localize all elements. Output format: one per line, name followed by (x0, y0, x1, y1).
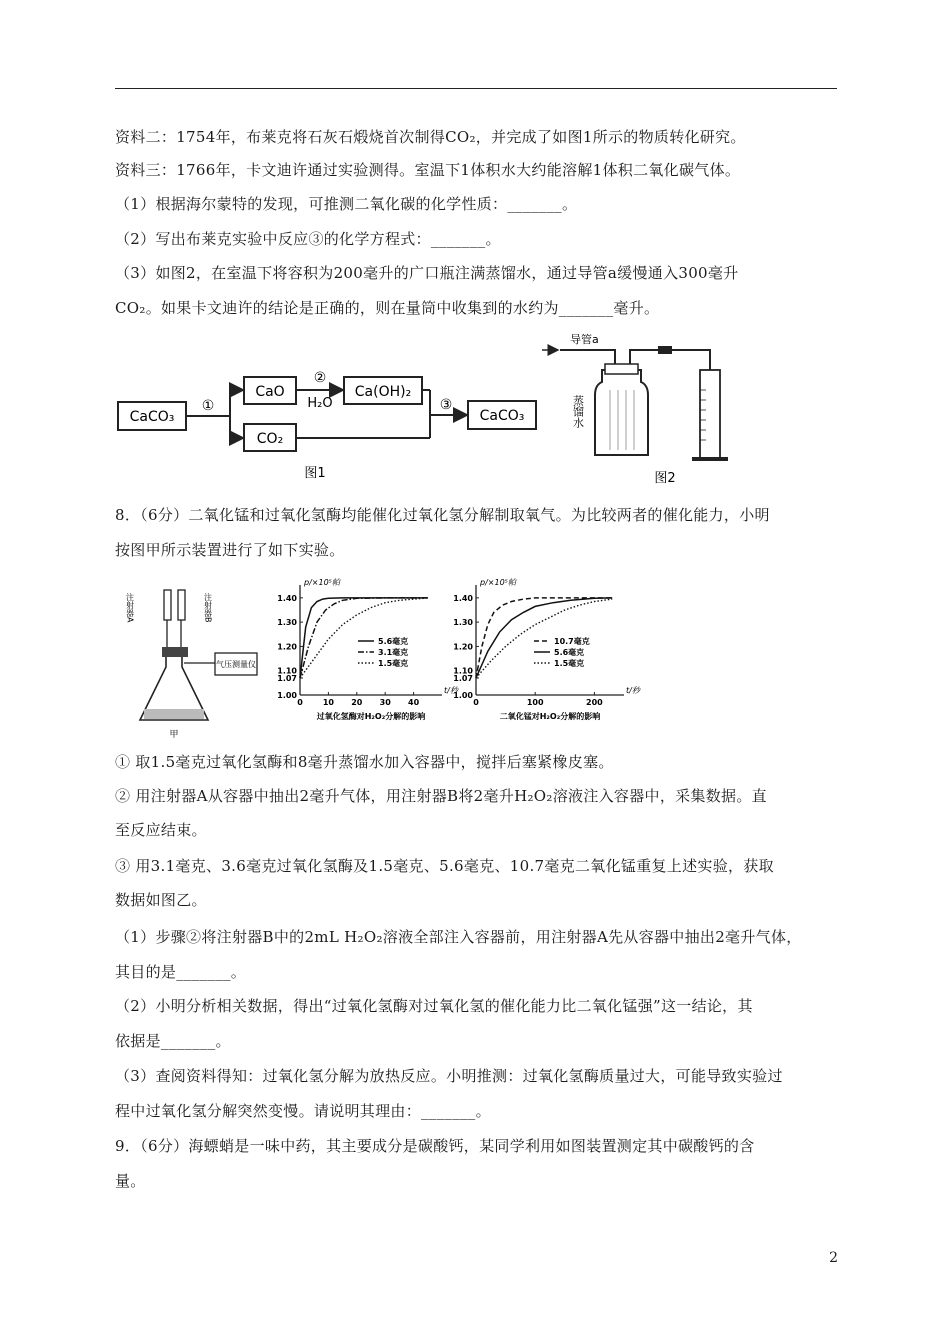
text-line: 资料三：1766年，卡文迪许通过实验测得。室温下1体积水大约能溶解1体积二氧化碳气体。 (115, 161, 741, 179)
step-1: ① 取1.5毫克过氧化氢酶和8毫升蒸馏水加入容器中，搅拌后塞紧橡皮塞。 (115, 753, 614, 771)
apparatus-caption: 甲 (169, 730, 179, 740)
y-tick-label: 1.40 (453, 593, 473, 603)
x-axis-label: t/秒 (626, 686, 640, 695)
pressure-sensor-label: 气压测量仪 (216, 660, 256, 669)
x-tick-label: 0 (473, 698, 479, 707)
text-line: 资料二：1754年，布莱克将石灰石煅烧首次制得CO₂，并完成了如图1所示的物质转化研究。 (115, 128, 746, 146)
legend-label: 1.5毫克 (378, 659, 409, 668)
question-7-3: （3）如图2，在室温下将容积为200毫升的广口瓶注满蒸馏水，通过导管a缓慢通入300毫升 (115, 264, 739, 282)
apparatus-jia (120, 585, 270, 740)
y-tick-label: 1.07 (277, 674, 297, 683)
question-8-1: （1）步骤②将注射器B中的2mL H₂O₂溶液全部注入容器前，用注射器A先从容器中抽出2毫升气体， (115, 928, 802, 946)
text-line: 至反应结束。 (115, 821, 207, 839)
y-tick-label: 1.30 (453, 618, 473, 628)
legend-label: 1.5毫克 (554, 659, 585, 668)
step-3: ③ 用3.1毫克、3.6毫克过氧化氢酶及1.5毫克、5.6毫克、10.7毫克二氧化锰重复上述实验，获取 (115, 857, 774, 875)
text-line: 数据如图乙。 (115, 891, 207, 909)
y-tick-label: 1.30 (277, 618, 297, 628)
legend-label: 5.6毫克 (378, 637, 409, 646)
series-line (300, 598, 428, 678)
step-2-label: ② (313, 370, 327, 386)
x-tick-label: 100 (526, 698, 544, 707)
question-8-3: （3）查阅资料得知：过氧化氢分解为放热反应。小明推测：过氧化氢酶质量过大，可能导致实验过 (115, 1067, 783, 1085)
caoh2-label: Ca(OH)₂ (354, 384, 412, 400)
legend-label: 10.7毫克 (554, 637, 590, 646)
step-3-label: ③ (439, 397, 453, 413)
x-tick-label: 0 (297, 698, 303, 707)
x-tick-label: 10 (322, 698, 334, 707)
y-tick-label: 1.10 (277, 666, 297, 676)
series-line (300, 598, 428, 678)
y-tick-label: 1.40 (277, 593, 297, 603)
figure-1-caption: 图1 (304, 466, 326, 481)
legend-label: 3.1毫克 (378, 648, 409, 657)
x-axis-label: t/秒 (444, 686, 458, 695)
chart-caption: 二氧化锰对H₂O₂分解的影响 (499, 712, 601, 721)
figure-1-diagram (110, 365, 540, 485)
y-tick-label: 1.00 (277, 691, 297, 700)
caco3-right-label: CaCO₃ (479, 408, 525, 424)
question-8-2: （2）小明分析相关数据，得出“过氧化氢酶对过氧化氢的催化能力比二氧化锰强”这一结论，其 (115, 997, 753, 1015)
text-line: CO₂。如果卡文迪许的结论是正确的，则在量筒中收集到的水约为_______毫升。 (115, 299, 660, 317)
text-line: 其目的是_______。 (115, 963, 247, 981)
syringe-a-label: 注射器A (125, 593, 135, 623)
y-axis-label: p/×10⁵帕 (480, 578, 516, 587)
figure-2-apparatus (540, 330, 740, 490)
y-tick-label: 1.10 (453, 666, 473, 676)
step-1-label: ① (201, 398, 215, 414)
y-tick-label: 1.20 (277, 642, 297, 652)
syringe-b-label: 注射器B (203, 593, 213, 623)
y-tick-label: 1.00 (453, 691, 473, 700)
legend-label: 5.6毫克 (554, 648, 585, 657)
chart-catalase (262, 575, 462, 750)
text-line: 按图甲所示装置进行了如下实验。 (115, 541, 345, 559)
y-tick-label: 1.20 (453, 642, 473, 652)
caco3-left-label: CaCO₃ (129, 409, 175, 425)
x-tick-label: 20 (351, 698, 363, 707)
y-axis-label: p/×10⁵帕 (304, 578, 340, 587)
x-tick-label: 40 (408, 698, 420, 707)
series-line (476, 598, 612, 678)
text-line: 依据是_______。 (115, 1032, 231, 1050)
page-number: 2 (829, 1250, 838, 1266)
question-7-1: （1）根据海尔蒙特的发现，可推测二氧化碳的化学性质：_______。 (115, 195, 578, 213)
h2o-label: H₂O (307, 396, 333, 411)
co2-label: CO₂ (256, 431, 284, 447)
chart-caption: 过氧化氢酶对H₂O₂分解的影响 (316, 712, 426, 721)
chart-mno2 (440, 575, 650, 750)
x-tick-label: 200 (586, 698, 603, 707)
question-9-intro: 9．（6分）海螵蛸是一味中药，其主要成分是碳酸钙，某同学利用如图装置测定其中碳酸钙的含 (115, 1137, 755, 1155)
tube-a-label: 导管a (570, 333, 599, 346)
cao-label: CaO (255, 384, 285, 400)
question-7-2: （2）写出布莱克实验中反应③的化学方程式：_______。 (115, 230, 501, 248)
step-2: ② 用注射器A从容器中抽出2毫升气体，用注射器B将2毫升H₂O₂溶液注入容器中，采集数据。直 (115, 787, 767, 805)
text-line: 程中过氧化氢分解突然变慢。请说明其理由：_______。 (115, 1102, 491, 1120)
header-rule (115, 88, 837, 89)
y-tick-label: 1.07 (453, 674, 473, 683)
text-line: 量。 (115, 1172, 146, 1190)
distilled-water-label: 蒸馏水 (571, 395, 585, 428)
figure-2-caption: 图2 (654, 471, 676, 486)
series-line (300, 598, 428, 678)
x-tick-label: 30 (379, 698, 391, 707)
question-8-intro: 8．（6分）二氧化锰和过氧化氢酶均能催化过氧化氢分解制取氧气。为比较两者的催化能力，小明 (115, 506, 770, 524)
